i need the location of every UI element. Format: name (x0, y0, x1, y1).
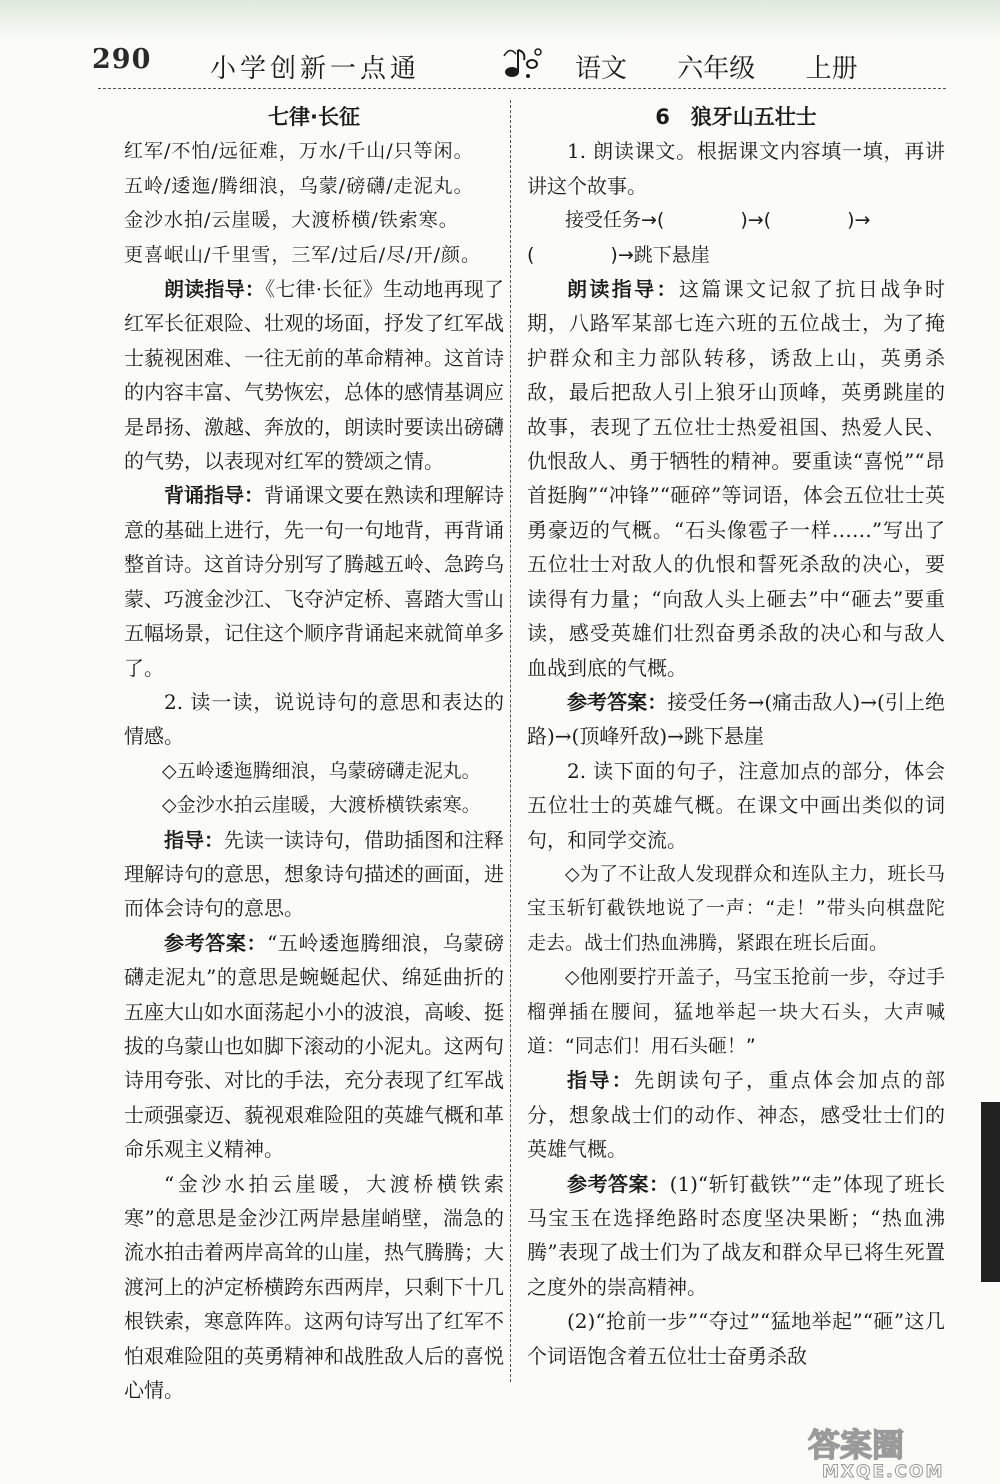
reading-guide-paragraph (124, 272, 504, 478)
poem-line: 红军/不怕/远征难，万水/千山/只等闲。 (124, 140, 474, 163)
quoted-sentence: ◇他刚要拧开盖子，马宝玉抢前一步，夺过手榴弹插在腰间，猛地举起一块大石头，大声喊道：“同志们！用石头砸！” (527, 966, 945, 1057)
lesson-title: 6 狼牙山五壮士 (655, 105, 817, 129)
question-2: 2. 读下面的句子，注意加点的部分，体会五位壮士的英雄气概。在课文中画出类似的词句，和同学交流。 (527, 758, 945, 852)
answer-paragraph-2: “金沙水拍云崖暖，大渡桥横铁索寒”的意思是金沙江两岸悬崖峭壁，湍急的流水拍击着两岸高耸的山崖，热气腾腾；大渡河上的泸定桥横跨东西两岸，只剩下十几根铁索，寒意阵阵。这两句诗写出了红军不怕艰难险阻的英勇精神和战胜敌人后的喜悦心情。 (124, 1171, 504, 1403)
page-edge-tab (981, 1102, 1000, 1282)
column-divider (510, 100, 511, 1382)
guide-label: 指导： (164, 827, 224, 852)
answer-paragraph (527, 685, 945, 754)
reading-guide-text: 这篇课文记叙了抗日战争时期，八路军某部七连六班的五位战士，为了掩护群众和主力部队转移，诱敌上山，英勇杀敌，最后把敌人引上狼牙山顶峰，英勇跳崖的故事，表现了五位壮士热爱祖国、热爱人民、仇恨敌人、勇于牺牲的精神。要重读“喜悦”“昂首挺胸”“冲锋”“砸碎”等词语，体会五位壮士英勇豪迈的气概。“石头像雹子一样……”写出了五位壮士对敌人的仇恨和誓死杀敌的决心，要读得有力量；“向敌人头上砸去”中“砸去”要重读，感受英雄们壮烈奋勇杀敌的决心和与敌人血战到底的气概。 (527, 277, 945, 680)
series-title: 小学创新一点通 (210, 54, 421, 84)
answer-paragraph-3: (2)“抢前一步”“夺过”“猛地举起”“砸”这几个词语饱含着五位壮士奋勇杀敌 (527, 1309, 945, 1368)
guide-paragraph (124, 823, 504, 926)
volume-label: 上册 (805, 54, 858, 84)
quoted-sentence: ◇为了不让敌人发现群众和连队主力，班长马宝玉斩钉截铁地说了一声：“走！”带头向棋盘陀走去。战士们热血沸腾，紧跟在班长后面。 (527, 862, 945, 954)
answer-text: (1)“斩钉截铁”“走”体现了班长马宝玉在选择绝路时态度坚决果断；“热血沸腾”表现了战士们为了战友和群众早已将生死置之度外的崇高精神。 (527, 1171, 945, 1299)
quoted-line: ◇五岭逶迤腾细浪，乌蒙磅礴走泥丸。 (162, 759, 481, 782)
question-2: 2. 读一读，说说诗句的意思和表达的情感。 (124, 689, 504, 749)
subject-grade-volume (575, 48, 882, 85)
music-notes-icon (500, 42, 546, 82)
answer-label: 参考答案： (567, 689, 668, 714)
reading-guide-paragraph (527, 272, 945, 685)
quoted-line: ◇金沙水拍云崖暖，大渡桥横铁索寒。 (162, 794, 481, 817)
reading-guide-label: 朗读指导： (567, 277, 679, 302)
answer-paragraph-2 (527, 1167, 945, 1305)
page-header (0, 28, 1000, 88)
fill-blank-line: 接受任务→( )→( )→ (565, 209, 871, 232)
guide-label: 指导： (567, 1068, 635, 1093)
question-1: 1. 朗读课文。根据课文内容填一填，再讲讲这个故事。 (527, 139, 945, 198)
poem-line: 金沙水拍/云崖暖，大渡桥横/铁索寒。 (124, 209, 459, 232)
recite-guide-paragraph (124, 478, 504, 684)
right-column (527, 100, 945, 1373)
answer-label: 参考答案： (164, 930, 268, 955)
answer-paragraph (124, 926, 504, 1167)
watermark-url: MXQE.COM (822, 1462, 945, 1480)
watermark-logo (800, 1420, 985, 1480)
poem-title: 七律·长征 (268, 105, 360, 129)
poem-line: 更喜岷山/千里雪，三军/过后/尽/开/颜。 (124, 243, 482, 266)
header-rule (98, 88, 946, 89)
recite-guide-text: 背诵课文要在熟读和理解诗意的基础上进行，先一句一句地背，再背诵整首诗。这首诗分别写了腾越五岭、急跨乌蒙、巧渡金沙江、飞夺泸定桥、喜踏大雪山五幅场景，记住这个顺序背诵起来就简单多了。 (124, 483, 504, 680)
recite-guide-label: 背诵指导： (164, 483, 264, 508)
left-column (124, 100, 504, 1407)
grade-label: 六年级 (677, 54, 756, 84)
guide-text: 先读一读诗句，借助插图和注释理解诗句的意思，想象诗句描述的画面，进而体会诗句的意思。 (124, 827, 504, 921)
poem-line: 五岭/逶迤/腾细浪，乌蒙/磅礴/走泥丸。 (124, 174, 474, 197)
guide-paragraph (527, 1063, 945, 1166)
answer-text: 接受任务→(痛击敌人)→(引上绝路)→(顶峰歼敌)→跳下悬崖 (527, 689, 945, 749)
answer-text: “五岭逶迤腾细浪，乌蒙磅礴走泥丸”的意思是蜿蜒起伏、绵延曲折的五座大山如水面荡起小小的波浪，高峻、挺拔的乌蒙山也如脚下滚动的小泥丸。这两句诗用夸张、对比的手法，充分表现了红军战士顽强豪迈、藐视艰难险阻的英雄气概和革命乐观主义精神。 (124, 930, 505, 1162)
reading-guide-text: 《七律·长征》生动地再现了红军长征艰险、壮观的场面，抒发了红军战士藐视困难、一往无前的革命精神。这首诗的内容丰富、气势恢宏，总体的感情基调应是昂扬、激越、奔放的，朗读时要读出磅礴的气势，以表现对红军的赞颂之情。 (124, 277, 505, 474)
guide-text: 先朗读句子，重点体会加点的部分，想象战士们的动作、神态，感受壮士们的英雄气概。 (527, 1068, 945, 1162)
page-number: 290 (92, 44, 152, 75)
subject-label: 语文 (575, 54, 628, 84)
reading-guide-label: 朗读指导： (164, 277, 266, 302)
fill-blank-line: ( )→跳下悬崖 (527, 243, 710, 266)
answer-label: 参考答案： (567, 1171, 670, 1196)
watermark-text: 答案圈 (808, 1426, 905, 1464)
